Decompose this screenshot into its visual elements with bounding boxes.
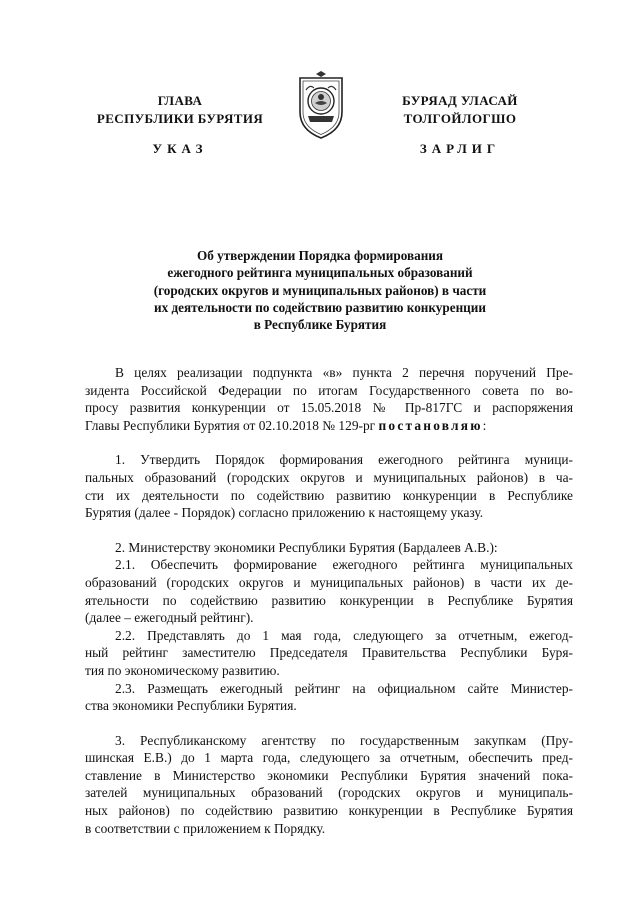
text-line: (далее – ежегодный рейтинг).	[85, 610, 254, 626]
decree-label-left: УКАЗ	[152, 141, 208, 156]
title-line: в Республике Бурятия	[253, 317, 387, 333]
paragraph-1	[85, 451, 573, 521]
text-line: 3. Республиканскому агентству по государственным закупкам (Пру-	[115, 732, 573, 748]
document-body	[85, 364, 573, 837]
text-line: просу развития конкуренции от 15.05.2018 № Пр-817ГС и распоряжения	[85, 400, 573, 416]
decree-verb: постановляю	[378, 417, 483, 433]
text-line: 2.1. Обеспечить формирование ежегодного рейтинга муниципальных	[115, 557, 573, 573]
text-line: тия по экономическому развитию.	[85, 662, 280, 678]
decree-label-right: ЗАРЛИГ	[419, 141, 501, 156]
text-line: В целях реализации подпункта «в» пункта 2 перечня поручений Пре-	[115, 365, 573, 380]
title-line: их деятельности по содействию развитию конкуренции	[154, 299, 486, 315]
title-line: (городских округов и муниципальных районов) в части	[153, 282, 487, 298]
paragraph-2-1	[85, 556, 573, 626]
header-left-line2: РЕСПУБЛИКИ БУРЯТИЯ	[96, 111, 264, 126]
text-line	[85, 417, 573, 435]
text-line: сти их деятельности по содействию развитию конкуренции в Республике	[85, 487, 573, 503]
text-line: образований (городских округов и муниципальных районов) в части их де-	[85, 574, 573, 590]
text-line: зателей муниципальных образований (городских округов и муниципаль-	[85, 785, 573, 801]
preamble-last-text: Главы Республики Бурятия от 02.10.2018 № 129-рг	[85, 417, 379, 433]
text-line: 2.2. Представлять до 1 мая года, следующего за отчетным, ежегод-	[115, 627, 573, 643]
text-line: ставление в Министерство экономики Республики Бурятия значений пока-	[85, 767, 573, 783]
paragraph-3	[85, 732, 573, 838]
preamble-end: :	[482, 417, 487, 433]
text-line: в соответствии с приложением к Порядку.	[85, 820, 326, 836]
header-left-line1: ГЛАВА	[157, 93, 203, 108]
text-line: ства экономики Республики Бурятия.	[85, 698, 297, 714]
coat-of-arms-icon	[294, 70, 348, 140]
header-right	[360, 92, 560, 128]
text-line: зидента Российской Федерации по итогам Государственного совета по во-	[85, 382, 573, 398]
header-right-line2: ТОЛГОЙЛОГШО	[403, 111, 517, 126]
text-line: ных районов) по содействию развитию конкуренции в Республике Бурятия	[85, 803, 573, 819]
text-line: Бурятия (далее - Порядок) согласно приложению к настоящему указу.	[85, 505, 484, 521]
preamble-paragraph	[85, 364, 573, 434]
paragraph-2-3	[85, 680, 573, 715]
title-line: ежегодного рейтинга муниципальных образований	[167, 265, 473, 281]
text-line: 2.3. Размещать ежегодный рейтинг на официальном сайте Министер-	[115, 680, 573, 696]
paragraph-2	[85, 539, 573, 557]
header-right-line1: БУРЯАД УЛАСАЙ	[402, 93, 518, 108]
header-left	[80, 92, 280, 128]
text-line: 1. Утвердить Порядок формирования ежегодного рейтинга муници-	[115, 452, 573, 468]
title-line: Об утверждении Порядка формирования	[196, 248, 444, 263]
document-title	[110, 247, 530, 333]
text-line: ный рейтинг заместителю Председателя Правительства Республики Буря-	[85, 645, 573, 661]
text-line: ятельности по содействию развитию конкуренции в Республике Бурятия	[85, 592, 573, 608]
text-line: 2. Министерству экономики Республики Бурятия (Бардалеев А.В.):	[115, 539, 498, 555]
text-line: пальных образований (городских округов и муниципальных районов) в ча-	[85, 469, 573, 485]
paragraph-2-2	[85, 627, 573, 680]
text-line: шинская Е.В.) до 1 марта года, следующего за отчетным, обеспечить пред-	[85, 750, 573, 766]
